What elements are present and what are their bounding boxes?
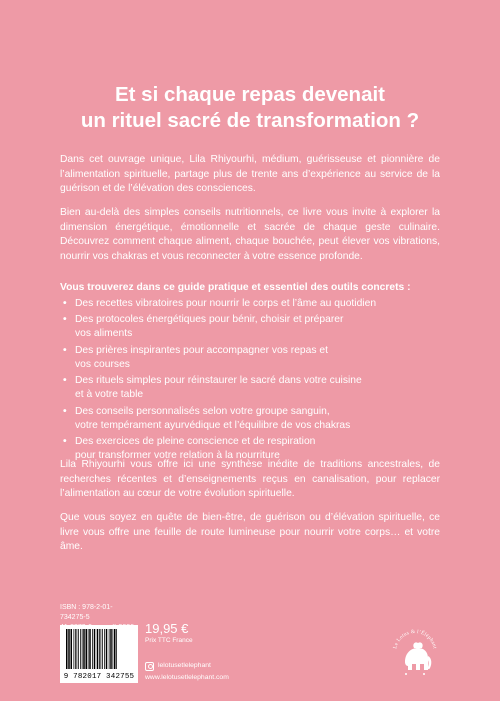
barcode-bar xyxy=(86,629,88,669)
barcode-bar xyxy=(68,629,70,669)
headline-line-2: un rituel sacré de transformation ? xyxy=(80,109,420,132)
list-item xyxy=(60,313,450,341)
bullet-icon: • xyxy=(63,375,67,387)
publisher-links xyxy=(145,660,229,684)
barcode-bar xyxy=(78,629,79,669)
barcode-bar xyxy=(94,629,96,669)
barcode-bar xyxy=(110,629,112,669)
barcode-bar xyxy=(97,629,99,669)
bullet-icon: • xyxy=(63,435,67,447)
list-item-line: Des prières inspirantes pour accompagner vos repas et xyxy=(75,344,328,356)
price-note: Prix TTC France xyxy=(145,637,193,644)
intro-paragraph: Dans cet ouvrage unique, Lila Rhiyourhi, médium, guérisseuse et pionnière de l’alimentation spirituelle, partage plus de trente ans d’expérience au service de la guérison et de l’élévation des consciences. xyxy=(60,154,440,195)
barcode-bar xyxy=(109,629,110,669)
list-item-line: Des protocoles énergétiques pour bénir, choisir et préparer xyxy=(75,314,344,326)
barcode-bar xyxy=(106,629,108,669)
headline-line-1: Et si chaque repas devenait xyxy=(114,83,386,106)
synthesis-paragraph: Lila Rhiyourhi vous offre ici une synthèse inédite de traditions ancestrales, de recherches récentes et d’enseignements reçus en canalisation, pour replacer l’alimentation au cœur de votre évolution spirituelle. xyxy=(60,459,440,500)
barcode-bar xyxy=(66,629,68,669)
bullet-icon: • xyxy=(63,344,67,356)
cover-headline xyxy=(40,82,460,134)
list-item-line: Des recettes vibratoires pour nourrir le corps et l’âme au quotidien xyxy=(75,298,377,309)
bullet-icon: • xyxy=(63,405,67,417)
description-paragraph: Bien au-delà des simples conseils nutritionnels, ce livre vous invite à explorer la dimension énergétique, émotionnelle et sacrée de chaque geste culinaire. Découvrez comment chaque aliment, chaque bouchée, peut élever vos vibrations, nourrir vos chakras et vous reconnecter à votre essence profonde. xyxy=(60,207,440,262)
barcode-bar xyxy=(113,629,114,669)
list-item xyxy=(60,374,450,402)
isbn-number: ISBN : 978-2-01-734275-5 xyxy=(60,604,113,621)
tools-list xyxy=(60,297,450,465)
publisher-logo-icon xyxy=(390,626,440,682)
instagram-icon xyxy=(145,662,154,671)
barcode-bar xyxy=(74,629,75,669)
barcode-bar xyxy=(114,629,116,669)
closing-paragraph: Que vous soyez en quête de bien-être, de guérison ou d’élévation spirituelle, ce livre vous offre une feuille de route lumineuse pour nourrir votre corps… et votre âme. xyxy=(60,512,440,553)
barcode-bar xyxy=(77,629,78,669)
list-item-line: Des rituels simples pour réinstaurer le sacré dans votre cuisine xyxy=(75,375,362,387)
bullet-icon: • xyxy=(63,314,67,326)
bullet-icon: • xyxy=(63,298,67,309)
website-link[interactable]: www.lelotusetlelephant.com xyxy=(145,674,229,681)
barcode-bar xyxy=(75,629,76,669)
instagram-handle[interactable]: lelotusetlelephant xyxy=(158,662,211,669)
barcode-digits: 9 782017 342755 xyxy=(63,673,135,681)
logo-text: Le Lotus & l’Éléphant xyxy=(392,628,438,650)
list-item xyxy=(60,405,450,433)
barcode-bar xyxy=(92,629,93,669)
list-item-line: vos aliments xyxy=(75,328,133,340)
list-item-line: et à votre table xyxy=(75,389,144,401)
list-item-line: vos courses xyxy=(75,358,130,370)
barcode-bar xyxy=(80,629,81,669)
barcode-bar xyxy=(104,629,105,669)
barcode-bars xyxy=(66,629,132,669)
barcode-bar xyxy=(102,629,103,669)
price-block xyxy=(145,622,193,645)
price: 19,95 € xyxy=(145,621,189,636)
barcode-bar xyxy=(116,629,117,669)
barcode-bar xyxy=(71,629,73,669)
list-item-line: Des exercices de pleine conscience et de respiration xyxy=(75,435,316,447)
list-item xyxy=(60,297,450,311)
tools-heading: Vous trouverez dans ce guide pratique et essentiel des outils concrets : xyxy=(60,282,411,293)
barcode-bar xyxy=(99,629,100,669)
barcode-bar xyxy=(89,629,91,669)
barcode-bar xyxy=(83,629,85,669)
list-item-line: votre tempérament ayurvédique et l’équilibre de vos chakras xyxy=(75,419,351,431)
barcode-bar xyxy=(82,629,83,669)
list-item-line: pour transformer votre relation à la nourriture xyxy=(75,449,280,461)
list-item-line: Des conseils personnalisés selon votre groupe sanguin, xyxy=(75,405,330,417)
barcode-bar xyxy=(101,629,102,669)
barcode-bar xyxy=(88,629,89,669)
barcode xyxy=(60,625,138,683)
list-item xyxy=(60,344,450,372)
